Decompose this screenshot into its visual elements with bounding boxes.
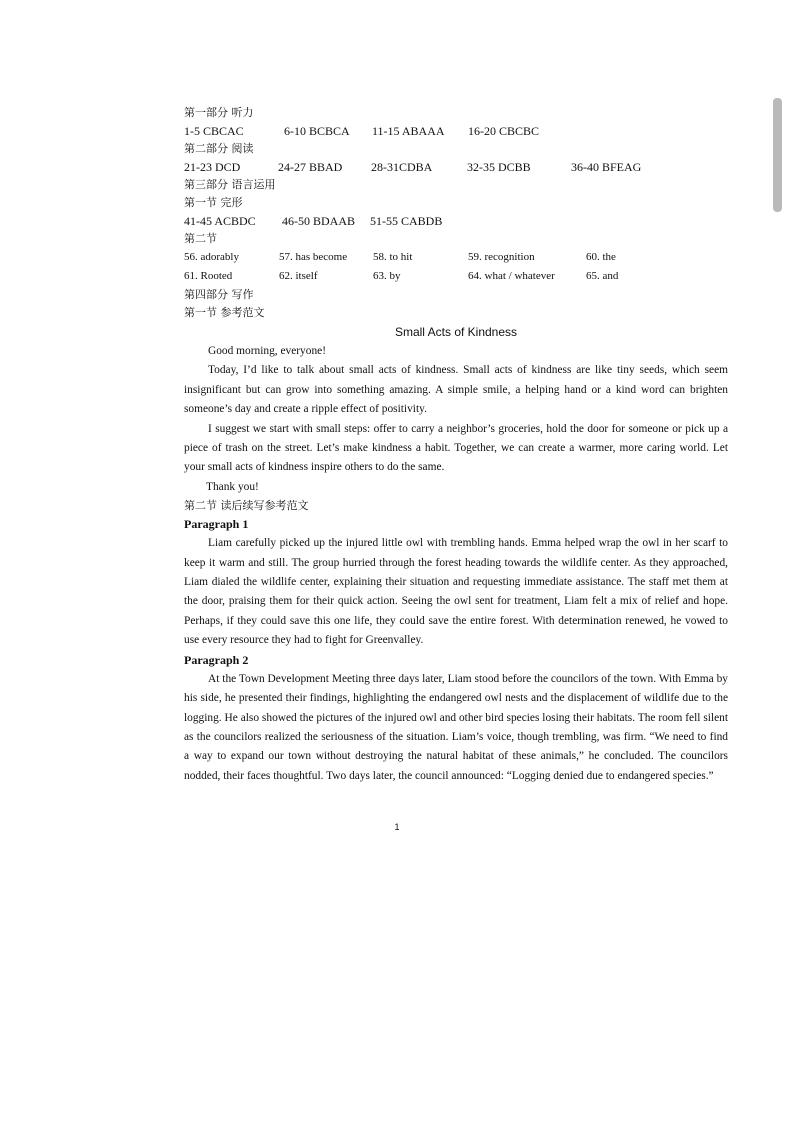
part3-section2-heading: 第二节 (184, 232, 217, 245)
essay-title: Small Acts of Kindness (394, 325, 518, 339)
paragraph2-label: Paragraph 2 (184, 652, 249, 667)
essay-paragraph: Today, I’d like to talk about small acts of kindness. Small acts of kindness are like tiny seeds, which seem insignificant but can grow into something amazing. A simple smile, a helping hand or a kind word can brighten someone’s day and create a ripple effect of positivity. (184, 364, 728, 416)
part3-section1-heading: 第一节 完形 (184, 196, 243, 209)
fill-answer: 58. to hit (373, 251, 413, 263)
answer-group: 11-15 ABAAA (372, 124, 445, 138)
part1-answers (184, 122, 728, 140)
answer-group: 41-45 ACBDC (184, 214, 256, 228)
part1-heading: 第一部分 听力 (184, 106, 254, 119)
answer-key-content (184, 104, 728, 786)
fill-answer: 64. what / whatever (468, 270, 555, 282)
fill-answer: 57. has become (279, 251, 348, 263)
fill-in-row (184, 267, 728, 286)
continuation-paragraph-2: At the Town Development Meeting three days later, Liam stood before the councilors of the town. With Emma by his side, he presented their findings, highlighting the endangered owl nests and the displacement of wildlife due to the logging. He also showed the pictures of the injured owl and other bird species losing their habitats. The room fell silent as the councilors realized the seriousness of the situation. Liam’s voice, though trembling, was firm. “We need to find a way to expand our town without destroying the natural habitat of these animals,” he concluded. The councilors nodded, their faces thoughtful. Two days later, the council announced: “Logging denied due to endangered species.” (184, 672, 728, 782)
part3-section1-answers (184, 212, 728, 230)
answer-group: 21-23 DCD (184, 160, 241, 174)
answer-group: 24-27 BBAD (278, 160, 343, 174)
fill-answer: 63. by (373, 270, 401, 282)
answer-group: 28-31CDBA (371, 160, 433, 174)
answer-group: 1-5 CBCAC (184, 124, 244, 138)
answer-group: 6-10 BCBCA (284, 124, 350, 138)
page-number: 1 (394, 822, 400, 832)
essay-closing: Thank you! (206, 480, 259, 493)
part2-answers (184, 158, 728, 176)
answer-group: 36-40 BFEAG (571, 160, 642, 174)
answer-group: 51-55 CABDB (370, 214, 443, 228)
fill-answer: 62. itself (279, 270, 318, 282)
fill-answer: 61. Rooted (184, 270, 233, 282)
essay-greeting: Good morning, everyone! (208, 345, 326, 357)
part4-section2-heading: 第二节 读后续写参考范文 (184, 499, 309, 513)
paragraph1-label: Paragraph 1 (184, 517, 249, 532)
part4-heading: 第四部分 写作 (184, 288, 254, 301)
part3-heading: 第三部分 语言运用 (184, 178, 276, 191)
fill-answer: 65. and (586, 270, 619, 282)
part4-section1-heading: 第一节 参考范文 (184, 306, 265, 319)
essay-paragraph: I suggest we start with small steps: offer to carry a neighbor’s groceries, hold the door for someone or pick up a piece of trash on the street. Let’s make kindness a habit. Together, we can create a warmer, more caring world. Let your small acts of kindness inspire others to do the same. (184, 422, 728, 474)
answer-group: 32-35 DCBB (467, 160, 531, 174)
fill-answer: 59. recognition (468, 251, 535, 263)
part2-heading: 第二部分 阅读 (184, 142, 254, 155)
fill-answer: 60. the (586, 251, 616, 263)
fill-in-row (184, 248, 728, 267)
continuation-paragraph-1: Liam carefully picked up the injured little owl with trembling hands. Emma helped wrap the owl in her scarf to keep it warm and still. The group hurried through the forest heading towards the wildlife center. As they approached, Liam dialed the wildlife center, explaining their situation and requesting immediate assistance. The staff met them at the door, praising them for their quick action. Seeing the owl sent for treatment, Liam felt a mix of relief and hope. Perhaps, if they could save this one life, they could save the entire forest. With determination renewed, he vowed to use every resource they had to fight for Greenvalley. (184, 537, 728, 647)
scrollbar-thumb[interactable] (773, 98, 782, 212)
answer-group: 16-20 CBCBC (468, 124, 540, 138)
fill-answer: 56. adorably (184, 251, 239, 263)
answer-group: 46-50 BDAAB (282, 214, 356, 228)
